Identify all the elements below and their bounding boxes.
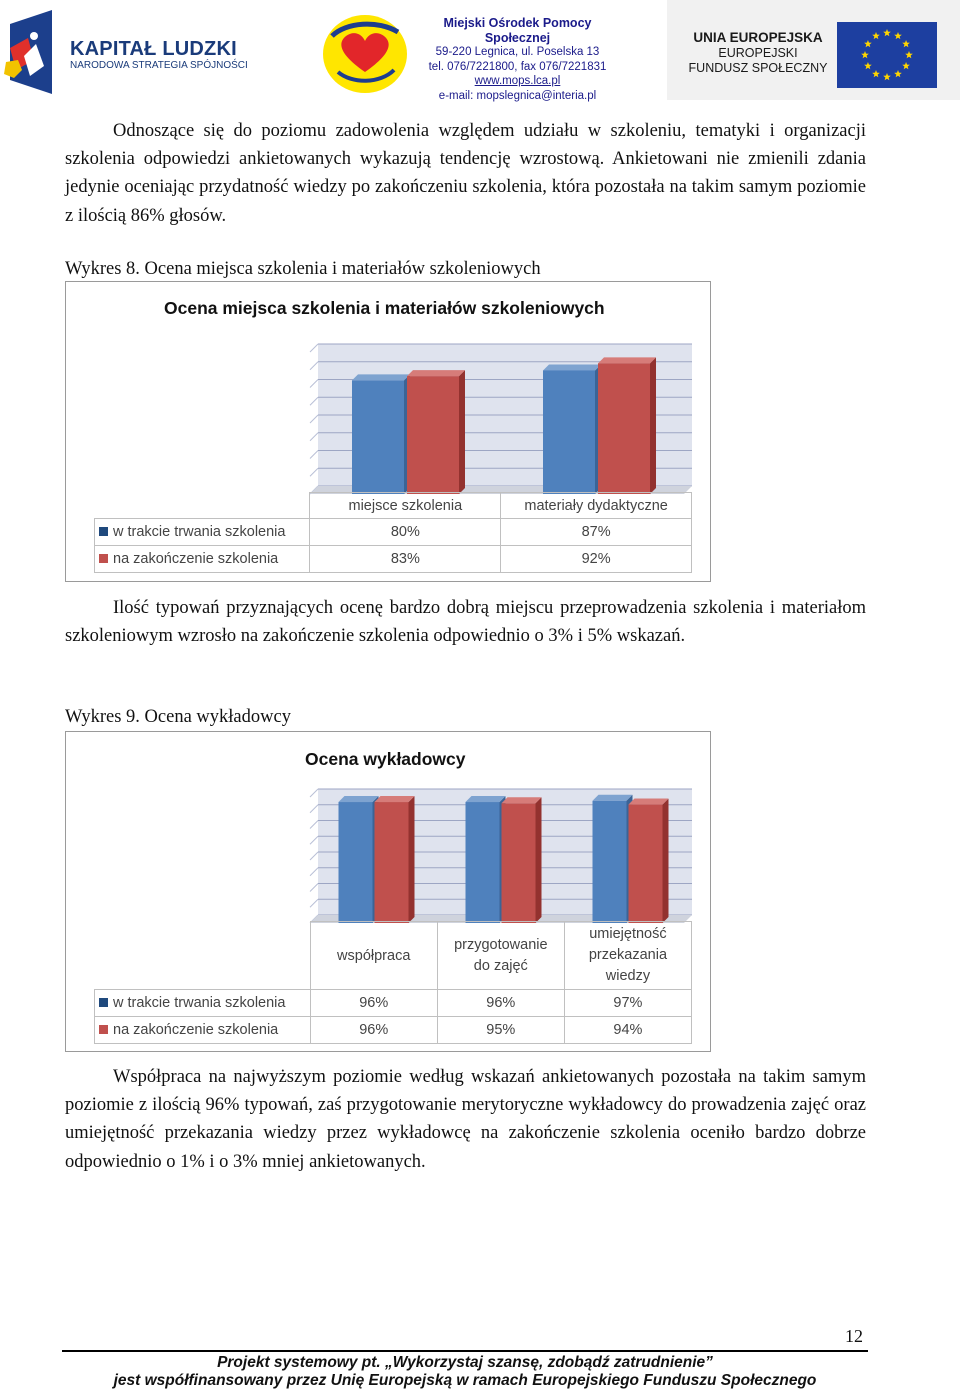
chart-8 — [65, 281, 711, 582]
gridline — [310, 397, 318, 405]
legend-key-blue — [99, 527, 108, 536]
bar-during-0 — [352, 380, 404, 494]
bar-side — [536, 797, 542, 923]
bar-end-1 — [502, 803, 536, 923]
data-label: 96% — [310, 990, 437, 1017]
gridline — [310, 805, 318, 813]
category-line: umiejętność — [589, 926, 667, 942]
legend-key-red — [99, 554, 108, 563]
gridline — [310, 836, 318, 844]
bar-during-1 — [543, 370, 595, 494]
category-line: przekazania — [588, 947, 668, 963]
series-name: w trakcie trwania szkolenia — [113, 995, 286, 1011]
caption-chart-8: Wykres 8. Ocena miejsca szkolenia i materiałów szkoleniowych — [65, 259, 541, 279]
category-label: miejsce szkolenia — [310, 493, 501, 519]
chart-8-data-table — [94, 492, 692, 573]
gridline — [310, 868, 318, 876]
kapital-ludzki-logo-icon — [4, 10, 60, 94]
mops-name: Miejski Ośrodek Pomocy Społecznej — [443, 16, 592, 45]
bar-side — [663, 799, 669, 923]
mops-phone: tel. 076/7221800, fax 076/7221831 — [428, 60, 607, 73]
data-label: 95% — [437, 1017, 564, 1044]
mops-address: 59-220 Legnica, ul. Poselska 13 — [435, 46, 600, 58]
eu-line1: UNIA EUROPEJSKA — [693, 30, 823, 45]
chart-9-title: Ocena wykładowcy — [305, 749, 466, 769]
data-label: 94% — [564, 1017, 691, 1044]
kapital-ludzki-title: KAPITAŁ LUDZKI — [70, 38, 237, 60]
legend-key-red — [99, 1025, 108, 1034]
category-line: wiedzy — [605, 968, 651, 984]
gridline — [310, 415, 318, 423]
gridline — [310, 362, 318, 370]
paragraph-1 — [65, 117, 866, 230]
mops-email: e-mail: mopslegnica@interia.pl — [438, 89, 597, 102]
bar-end-0 — [375, 802, 409, 923]
kapital-ludzki-text — [70, 38, 248, 72]
bar-during-2 — [593, 801, 627, 923]
data-label: 96% — [310, 1017, 437, 1044]
data-label: 80% — [310, 519, 501, 546]
bar-side — [650, 357, 656, 494]
bar-end-0 — [407, 376, 459, 494]
footer-divider — [62, 1350, 868, 1352]
eu-flag-icon — [837, 22, 937, 88]
footer-line-2: jest współfinansowany przez Unię Europejską w ramach Europejskiego Funduszu Społecznego — [113, 1372, 817, 1389]
caption-chart-9: Wykres 9. Ocena wykładowcy — [65, 707, 291, 727]
legend-row-series-1 — [95, 519, 310, 546]
bar-during-1 — [466, 802, 500, 923]
bar-top — [502, 797, 542, 803]
gridline — [310, 884, 318, 892]
bar-side — [409, 796, 415, 923]
bar-end-1 — [598, 363, 650, 494]
data-label: 87% — [501, 519, 692, 546]
bar-side — [459, 370, 465, 494]
paragraph-3-text: Współpraca na najwyższym poziomie według wskazań ankietowanych pozostała na takim samym poziomie z ilością 96% typowań, zaś przygotowanie merytoryczne wykładowcy do prowadzenia zajęć oraz umiejętność przekazania wiedzy przez wykładowcę na zakończenie szkolenia oceniło bardzo dobrze odpowiednio o 1% i o 3% mniej ankietowanych. — [65, 1067, 866, 1172]
legend-row-series-2 — [95, 546, 310, 573]
gridline — [310, 380, 318, 388]
page-header — [0, 0, 960, 100]
gridline — [310, 468, 318, 476]
bar-top — [629, 799, 669, 805]
bar-top — [352, 374, 410, 380]
paragraph-1-text: Odnoszące się do poziomu zadowolenia względem udziału w szkoleniu, tematyki i organizacji szkolenia odpowiedzi ankietowanych wykazują tendencję wzrostową. Ankietowani nie zmienili zdania jedynie oceniając przydatność wiedzy po zakończeniu szkolenia, która pozostała na takim samym poziomie z ilością 86% głosów. — [65, 121, 866, 226]
bar-top — [593, 795, 633, 801]
data-label: 83% — [310, 546, 501, 573]
data-label: 96% — [437, 990, 564, 1017]
chart-9 — [65, 731, 711, 1052]
gridline — [310, 789, 318, 797]
kapital-ludzki-subtitle: NARODOWA STRATEGIA SPÓJNOŚCI — [70, 60, 248, 71]
category-label — [564, 922, 691, 990]
legend-row-series-2 — [95, 1017, 311, 1044]
gridline — [310, 852, 318, 860]
data-label: 97% — [564, 990, 691, 1017]
series-name: na zakończenie szkolenia — [113, 551, 279, 567]
bar-top — [543, 364, 601, 370]
bar-top — [407, 370, 465, 376]
data-label: 92% — [501, 546, 692, 573]
chart-8-title: Ocena miejsca szkolenia i materiałów szkoleniowych — [164, 298, 605, 318]
table-corner — [95, 493, 310, 519]
gridline — [310, 451, 318, 459]
category-label: materiały dydaktyczne — [501, 493, 692, 519]
chart-9-data-table — [94, 921, 692, 1044]
category-line: do zajęć — [473, 957, 528, 974]
mops-contact — [410, 16, 625, 103]
footer-line-1: Projekt systemowy pt. „Wykorzystaj szansę, zdobądź zatrudnienie” — [217, 1354, 713, 1371]
series-name: na zakończenie szkolenia — [113, 1022, 279, 1038]
mops-www-link[interactable]: www.mops.lca.pl — [474, 75, 561, 87]
paragraph-3 — [65, 1063, 866, 1176]
gridline — [310, 433, 318, 441]
series-name: w trakcie trwania szkolenia — [113, 524, 286, 540]
bar-top — [375, 796, 415, 802]
eu-line2: EUROPEJSKI — [718, 46, 798, 60]
category-line: przygotowanie — [454, 936, 548, 953]
bar-top — [598, 357, 656, 363]
bar-top — [339, 796, 379, 802]
bar-end-2 — [629, 805, 663, 923]
category-label — [310, 922, 437, 990]
paragraph-2 — [65, 594, 866, 650]
gridline — [310, 899, 318, 907]
gridline — [310, 821, 318, 829]
eu-line3: FUNDUSZ SPOŁECZNY — [688, 61, 828, 75]
category-line: współpraca — [337, 947, 411, 964]
gridline — [310, 344, 318, 352]
category-label — [437, 922, 564, 990]
bar-during-0 — [339, 802, 373, 923]
table-corner — [95, 922, 311, 990]
mops-heart-logo-icon — [322, 14, 408, 94]
legend-row-series-1 — [95, 990, 311, 1017]
bar-top — [466, 796, 506, 802]
paragraph-2-text: Ilość typowań przyznających ocenę bardzo dobrą miejscu przeprowadzenia szkolenia i materiałom szkoleniowym wzrosło na zakończenie szkolenia odpowiednio o 3% i 5% wskazań. — [65, 598, 866, 647]
legend-key-blue — [99, 998, 108, 1007]
page-number: 12 — [845, 1326, 863, 1346]
eu-text — [688, 30, 828, 76]
